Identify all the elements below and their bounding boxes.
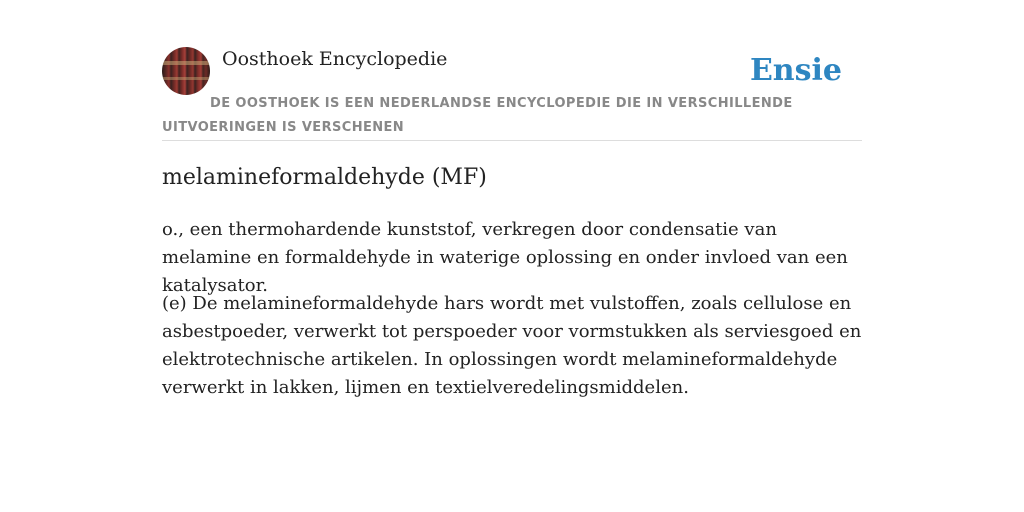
ensie-logo-link[interactable]: Ensie [749,53,842,88]
article-paragraph-details: (e) De melamineformaldehyde hars wordt met vulstoffen, zoals cellulose en asbestpoeder, verwerkt tot perspoeder voor vormstukken als serviesgoed en elektrotechnische artikelen. In oplossingen wordt melamineformaldehyde verwerkt in lakken, lijmen en textielveredelingsmiddelen. [162,293,862,398]
site-header [162,47,862,141]
article-paragraph-definition: o., een thermohardende kunststof, verkregen door condensatie van melamine en formaldehyde in waterige oplossing en onder invloed van een katalysator. [162,219,848,296]
encyclopedia-books-avatar[interactable] [162,47,210,95]
article-title: melamineformaldehyde (MF) [162,165,487,190]
site-name-link[interactable]: Oosthoek Encyclopedie [222,48,448,70]
site-tagline: DE OOSTHOEK IS EEN NEDERLANDSE ENCYCLOPEDIE DIE IN VERSCHILLENDE UITVOERINGEN IS VERSCHENEN [162,96,793,135]
